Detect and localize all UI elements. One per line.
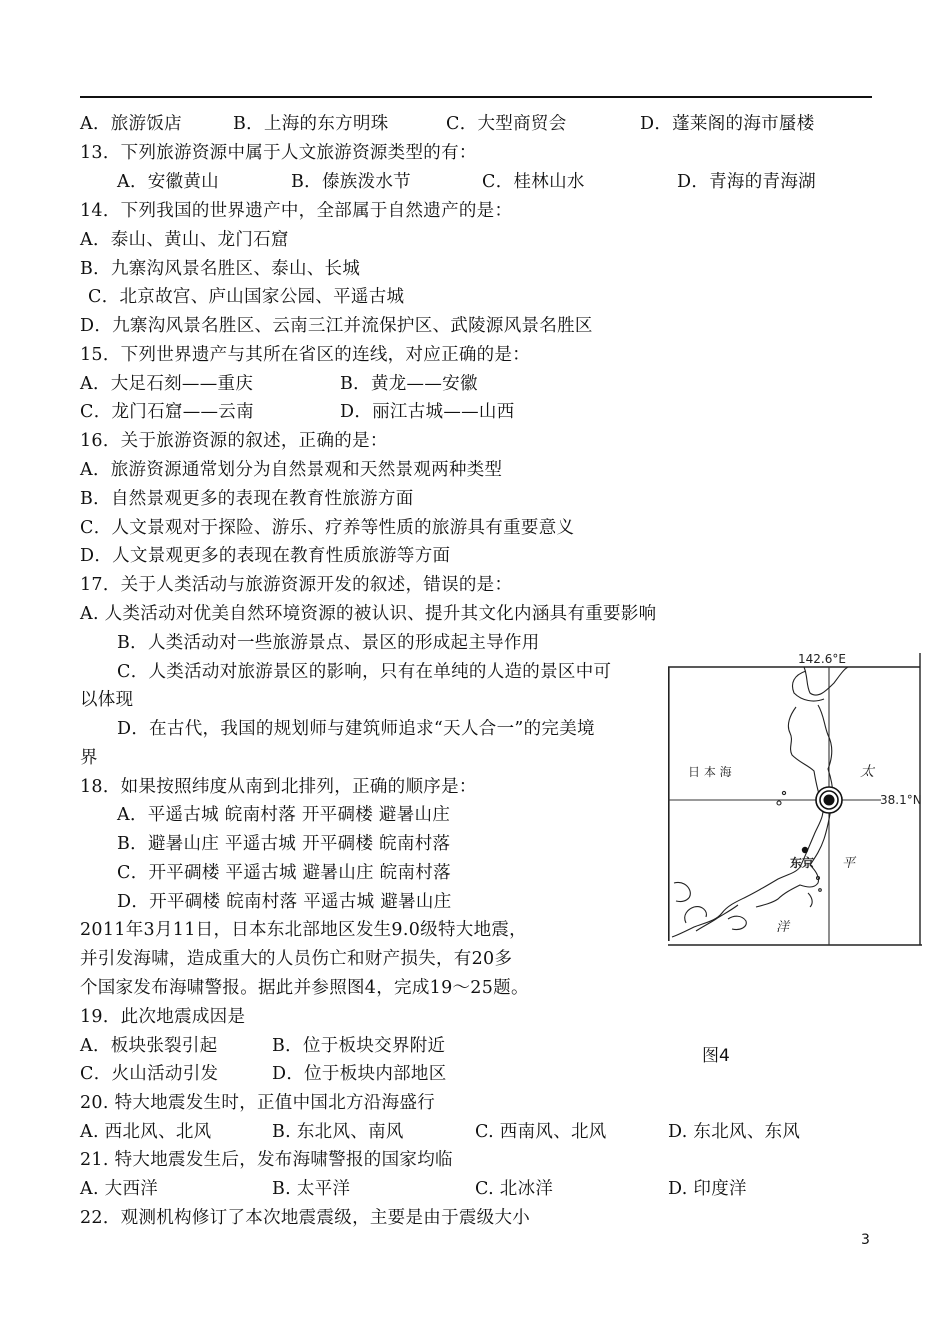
ocean-label-char-3: 洋 — [776, 920, 790, 935]
option-a: A．旅游饭店 — [80, 114, 182, 134]
option-c: C. 西南风、北风 — [475, 1122, 607, 1142]
q18-option-b: B．避暑山庄 平遥古城 开平碉楼 皖南村落 — [117, 834, 451, 854]
q17-option-c: C．人类活动对旅游景区的影响，只有在单纯的人造的景区中可 — [117, 662, 612, 682]
option-a: A．板块张裂引起 — [80, 1036, 218, 1056]
q16-stem: 16．关于旅游资源的叙述，正确的是： — [80, 431, 388, 451]
option-c: C．火山活动引发 — [80, 1064, 219, 1084]
q17-option-d-cont: 界 — [80, 748, 98, 768]
q17-option-d: D．在古代，我国的规划师与建筑师追求“天人合一”的完美境 — [117, 719, 595, 739]
option-b: B. 太平洋 — [272, 1179, 351, 1199]
sea-of-japan-label: 日 本 海 — [688, 765, 732, 779]
q17-option-a: A. 人类活动对优美自然环境资源的被认识、提升其文化内涵具有重要影响 — [80, 604, 657, 624]
option-b: B. 东北风、南风 — [272, 1122, 404, 1142]
q18-option-a: A．平遥古城 皖南村落 开平碉楼 避暑山庄 — [117, 805, 451, 825]
q22-stem: 22．观测机构修订了本次地震震级，主要是由于震级大小 — [80, 1208, 531, 1228]
option-d: D. 东北风、东风 — [668, 1122, 801, 1142]
latitude-label: 38.1°N — [880, 793, 922, 807]
q14-stem: 14．下列我国的世界遗产中，全部属于自然遗产的是： — [80, 201, 513, 221]
option-d: D．丽江古城——山西 — [340, 402, 515, 422]
passage-line-2: 并引发海啸，造成重大的人员伤亡和财产损失，有20多 — [80, 949, 513, 969]
longitude-label: 142.6°E — [798, 653, 846, 666]
option-a: A．大足石刻——重庆 — [80, 374, 254, 394]
q18-stem: 18．如果按照纬度从南到北排列，正确的顺序是： — [80, 777, 477, 797]
japan-map-figure — [668, 653, 922, 947]
q14-option-c: C．北京故宫、庐山国家公园、平遥古城 — [88, 287, 405, 307]
option-a: A. 西北风、北风 — [80, 1122, 212, 1142]
q13-stem: 13．下列旅游资源中属于人文旅游资源类型的有： — [80, 143, 477, 163]
option-b: B．傣族泼水节 — [291, 172, 411, 192]
ocean-label-char-2: 平 — [842, 856, 856, 871]
figure-caption: 图4 — [702, 1046, 730, 1066]
option-d: D．蓬莱阁的海市蜃楼 — [640, 114, 815, 134]
tokyo-label: 东京 — [790, 856, 815, 870]
option-c: C．龙门石窟——云南 — [80, 402, 254, 422]
option-c: C．大型商贸会 — [446, 114, 567, 134]
tokyo-marker-icon — [802, 847, 808, 853]
q14-option-d: D．九寨沟风景名胜区、云南三江并流保护区、武陵源风景名胜区 — [80, 316, 593, 336]
q14-option-a: A．泰山、黄山、龙门石窟 — [80, 230, 289, 250]
passage-line-1: 2011年3月11日，日本东北部地区发生9.0级特大地震， — [80, 920, 527, 940]
ocean-label-char-1: 太 — [860, 764, 874, 780]
q19-stem: 19．此次地震成因是 — [80, 1007, 246, 1027]
q14-option-b: B．九寨沟风景名胜区、泰山、长城 — [80, 259, 361, 279]
q16-option-b: B．自然景观更多的表现在教育性旅游方面 — [80, 489, 414, 509]
option-b: B．黄龙——安徽 — [340, 374, 478, 394]
q16-option-c: C．人文景观对于探险、游乐、疗养等性质的旅游具有重要意义 — [80, 518, 575, 538]
q16-option-d: D．人文景观更多的表现在教育性质旅游等方面 — [80, 546, 451, 566]
page-number: 3 — [861, 1232, 870, 1248]
q18-option-c: C．开平碉楼 平遥古城 避暑山庄 皖南村落 — [117, 863, 451, 883]
option-a: A．安徽黄山 — [117, 172, 219, 192]
q17-option-c-cont: 以体现 — [80, 690, 134, 710]
q17-option-b: B．人类活动对一些旅游景点、景区的形成起主导作用 — [117, 633, 540, 653]
q18-option-d: D．开平碉楼 皖南村落 平遥古城 避暑山庄 — [117, 892, 452, 912]
option-c: C. 北冰洋 — [475, 1179, 554, 1199]
q17-stem: 17．关于人类活动与旅游资源开发的叙述，错误的是： — [80, 575, 513, 595]
header-rule — [80, 96, 872, 98]
q15-stem: 15．下列世界遗产与其所在省区的连线，对应正确的是： — [80, 345, 531, 365]
option-c: C．桂林山水 — [482, 172, 585, 192]
q21-stem: 21. 特大地震发生后，发布海啸警报的国家均临 — [80, 1150, 453, 1170]
option-b: B．上海的东方明珠 — [233, 114, 389, 134]
q20-stem: 20. 特大地震发生时，正值中国北方沿海盛行 — [80, 1093, 435, 1113]
option-b: B．位于板块交界附近 — [272, 1036, 446, 1056]
q16-option-a: A．旅游资源通常划分为自然景观和天然景观两种类型 — [80, 460, 503, 480]
option-d: D．位于板块内部地区 — [272, 1064, 447, 1084]
passage-line-3: 个国家发布海啸警报。据此并参照图4，完成19～25题。 — [80, 978, 529, 998]
option-d: D. 印度洋 — [668, 1179, 747, 1199]
option-d: D．青海的青海湖 — [677, 172, 816, 192]
epicenter-icon — [816, 787, 842, 813]
option-a: A. 大西洋 — [80, 1179, 159, 1199]
